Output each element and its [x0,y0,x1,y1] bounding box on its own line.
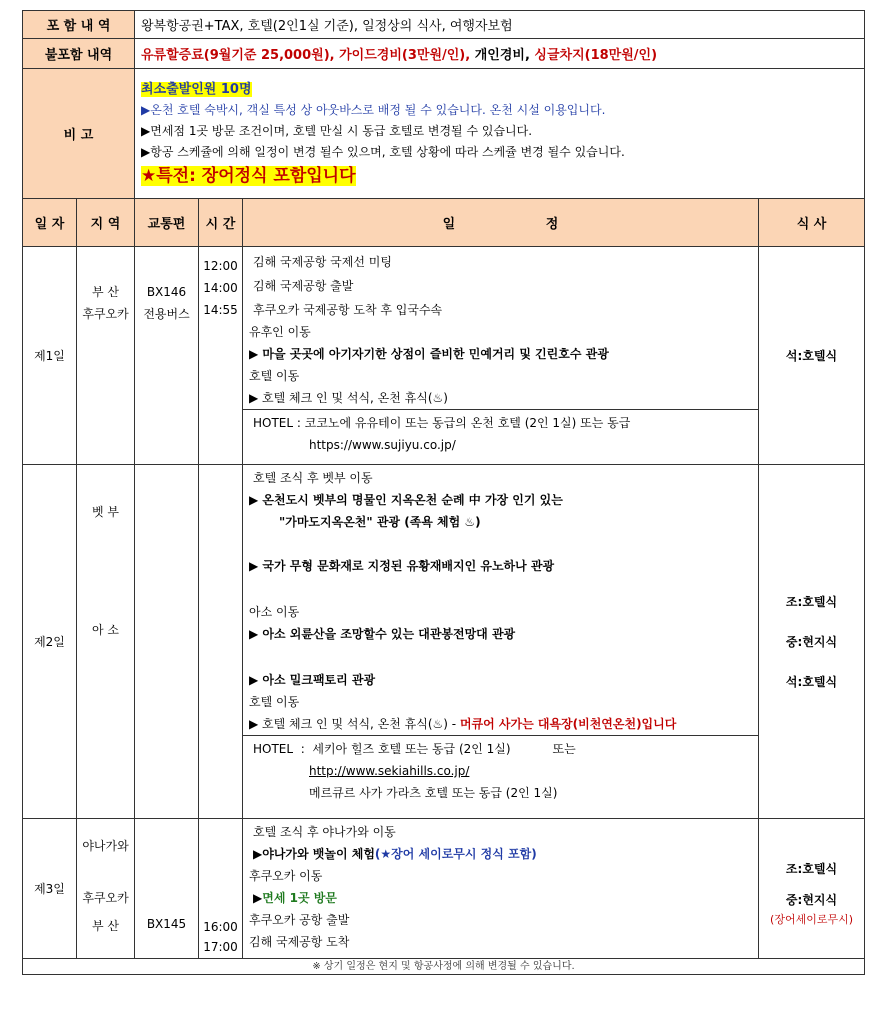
day3-region-2: 후쿠오카 [82,891,129,905]
excluded-part1: 유류할증료(9월기준 25,000원), 가이드경비(3만원/인), [141,48,471,63]
day1-s7: ▶ 호텔 체크 인 및 석식, 온천 휴식(♨) [249,391,448,405]
day1-time-3: 14:55 [203,303,238,317]
day3-times [199,819,243,959]
min-people: 최소출발인원 10명 [141,82,252,97]
header-schedule: 일 정 [243,199,759,247]
day2-s9-note: 머큐어 사가는 대욕장(비천연온천)입니다 [459,717,677,731]
remark-line-1: ▶온천 호텔 숙박시, 객실 특성 상 아웃바스로 배정 될 수 있습니다. 온천 시설 이용입니다. [141,103,606,117]
day3-s5: 후쿠오카 공항 출발 [249,913,350,927]
day2-s1: 호텔 조식 후 벳부 이동 [253,471,373,485]
day1-region-1: 부 산 [92,285,119,299]
day1-times [199,247,243,465]
footnote: ※ 상기 일정은 현지 및 항공사정에 의해 변경될 수 있습니다. [23,959,865,975]
day1-transport-1: BX146 [146,285,187,299]
day1-s1: 김해 국제공항 국제선 미팅 [253,255,392,269]
day1-hotel [243,409,758,456]
header-transport: 교통편 [135,199,199,247]
day3-time-2: 17:00 [203,940,238,954]
special-benefit: ★특전: 장어정식 포함입니다 [141,166,356,186]
day3-s2-main: ▶야나가와 뱃놀이 체험 [253,847,375,861]
day1-region-2: 후쿠오카 [82,307,129,321]
remark-line-3: ▶항공 스케쥴에 의해 일정이 변경 될수 있으며, 호텔 상황에 따라 스케쥴 변경 될수 있습니다. [141,145,625,159]
day3-s1: 호텔 조식 후 야나가와 이동 [253,825,396,839]
day3-s4-arrow: ▶ [253,891,263,905]
day2-region [77,465,135,819]
day1-s5: ▶ 마을 곳곳에 아기자기한 상점이 즐비한 민예거리 및 긴린호수 관광 [249,347,609,361]
day2-hotel-2[interactable]: http://www.sekiahills.co.jp/ [309,764,470,778]
day2-meals [759,465,865,819]
itinerary-table [22,10,865,975]
day3-s2 [243,843,758,865]
day2-s9-main: ▶ 호텔 체크 인 및 석식, 온천 휴식(♨) - [249,717,460,731]
day2-transport [135,465,199,819]
day2-s2: ▶ 온천도시 벳부의 명물인 지옥온천 순례 中 가장 인기 있는 [249,493,563,507]
day2-meal-3: 석:호텔식 [785,674,838,689]
excluded-part2: 개인경비, [470,48,535,63]
excluded-part3: 싱글차지(18만원/인) [534,48,658,63]
day1-schedule [243,247,759,465]
excluded-label: 불포함 내역 [23,39,135,69]
excluded-text [135,39,865,69]
day3-s4-text: 면세 1곳 방문 [262,891,337,905]
day2-label: 제2일 [23,465,77,819]
day2-s9 [243,713,758,735]
day1-s6: 호텔 이동 [249,369,300,383]
day1-transport [135,247,199,465]
day2-s8: 호텔 이동 [249,695,300,709]
day2-meal-2: 중:현지식 [785,634,838,649]
day1-hotel-1: HOTEL : 코코노에 유유테이 또는 동급의 온천 호텔 (2인 1실) 또는 동급 [253,416,631,430]
day2-s3: "가마도지옥온천" 관광 (족욕 체험 ♨) [279,515,481,529]
day2-s7: ▶ 아소 밀크팩토리 관광 [249,673,376,687]
day1-s4: 유후인 이동 [249,325,311,339]
remark-line-2: ▶면세점 1곳 방문 조건이며, 호텔 만실 시 동급 호텔로 변경될 수 있습니다. [141,124,533,138]
day2-hotel [243,735,758,804]
day1-time-2: 14:00 [203,281,238,295]
remarks-content [135,69,865,199]
day3-s6: 김해 국제공항 도착 [249,935,350,949]
day2-s5: 아소 이동 [249,605,300,619]
day3-label: 제3일 [23,819,77,959]
day1-region [77,247,135,465]
day1-transport-2: 전용버스 [143,307,190,321]
day3-meal-2: 중:현지식 [785,892,838,907]
day3-s3: 후쿠오카 이동 [249,869,323,883]
day3-region-1: 야나가와 [82,839,129,853]
day3-s4 [243,887,758,909]
day3-meals [759,819,865,959]
day2-s6: ▶ 아소 외륜산을 조망할수 있는 대관봉전망대 관광 [249,627,516,641]
day1-time-1: 12:00 [203,259,238,273]
day3-region-3: 부 산 [92,919,119,933]
day2-s4: ▶ 국가 무형 문화재로 지정된 유황재배지인 유노하나 관광 [249,559,555,573]
day3-meal-3: (장어세이로무시) [770,912,853,926]
included-text: 왕복항공권+TAX, 호텔(2인1실 기준), 일정상의 식사, 여행자보험 [135,11,865,39]
day3-schedule [243,819,759,959]
day2-hotel-3: 메르큐르 사가 가라츠 호텔 또는 동급 (2인 1실) [309,786,558,800]
day3-region [77,819,135,959]
header-meal: 식 사 [759,199,865,247]
day1-s2: 김해 국제공항 출발 [253,279,354,293]
remarks-label: 비 고 [23,69,135,199]
day2-schedule [243,465,759,819]
day1-label: 제1일 [23,247,77,465]
day1-meal: 석:호텔식 [759,247,865,465]
header-time: 시 간 [199,199,243,247]
day2-hotel-1: HOTEL : 세키아 힐즈 호텔 또는 동급 (2인 1실) 또는 [253,742,576,756]
day3-time-1: 16:00 [203,920,238,934]
day3-meal-1: 조:호텔식 [785,861,838,876]
day3-s2-note: (★장어 세이로무시 정식 포함) [374,847,537,861]
day2-region-1: 벳 부 [92,505,119,519]
header-region: 지 역 [77,199,135,247]
included-label: 포 함 내 역 [23,11,135,39]
day1-s3: 후쿠오카 국제공항 도착 후 입국수속 [253,303,443,317]
day3-transport: BX145 [135,819,199,959]
header-day: 일 자 [23,199,77,247]
day2-region-2: 아 소 [92,623,119,637]
day2-times [199,465,243,819]
day1-hotel-2: https://www.sujiyu.co.jp/ [309,438,456,452]
day2-meal-1: 조:호텔식 [785,594,838,609]
